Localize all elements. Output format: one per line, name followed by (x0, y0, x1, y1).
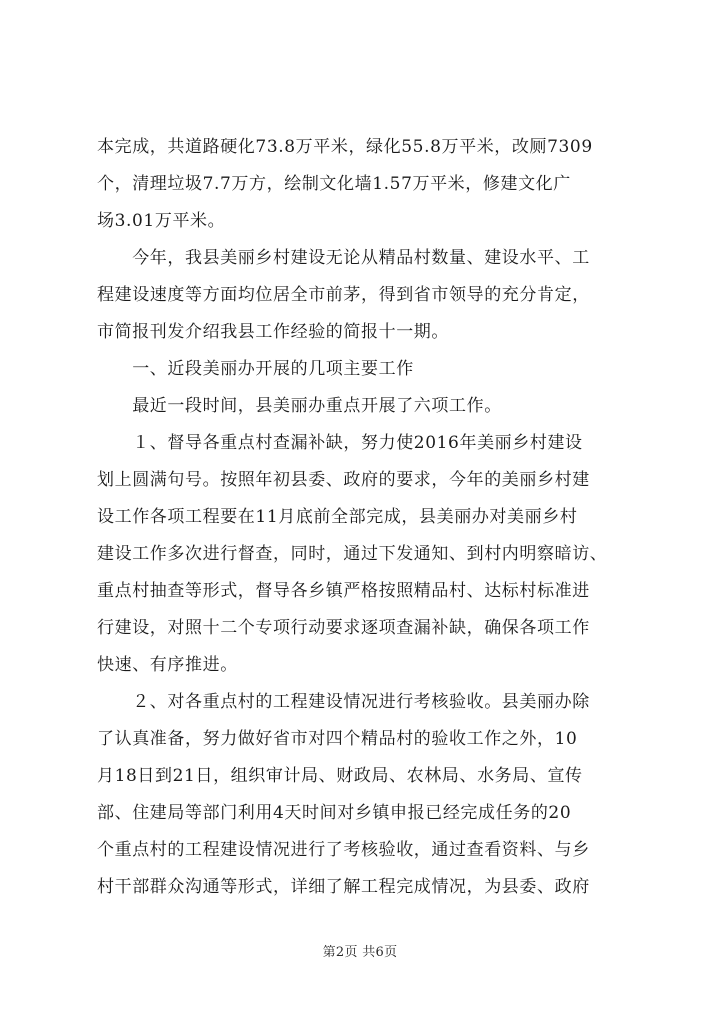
text-line: 快速、有序推进。 (97, 655, 238, 675)
text-line: 部、住建局等部门利用4天时间对乡镇申报已经完成任务的20 (97, 803, 572, 823)
text-line: 月18日到21日，组织审计局、财政局、农林局、水务局、宣传 (97, 766, 583, 786)
text-line: 本完成，共道路硬化73.8万平米，绿化55.8万平米，改厕7309 (97, 137, 593, 157)
text-line: ２、对各重点村的工程建设情况进行考核验收。县美丽办除 (97, 692, 590, 712)
text-line: 了认真准备，努力做好省市对四个精品村的验收工作之外，10 (97, 729, 578, 749)
text-line: 今年，我县美丽乡村建设无论从精品村数量、建设水平、工 (97, 248, 590, 268)
text-line: 行建设，对照十二个专项行动要求逐项查漏补缺，确保各项工作 (97, 618, 590, 638)
text-line: 建设工作多次进行督查，同时，通过下发通知、到村内明察暗访、 (97, 544, 608, 564)
text-line: 市简报刊发介绍我县工作经验的简报十一期。 (97, 322, 449, 342)
text-line: １、督导各重点村查漏补缺，努力使2016年美丽乡村建设 (97, 433, 583, 453)
text-line: 设工作各项工程要在11月底前全部完成，县美丽办对美丽乡村 (97, 507, 578, 527)
text-line: 最近一段时间，县美丽办重点开展了六项工作。 (97, 396, 502, 416)
text-line: 场3.01万平米。 (97, 211, 226, 231)
text-line: 重点村抽查等形式，督导各乡镇严格按照精品村、达标村标准进 (97, 581, 590, 601)
document-body (97, 129, 637, 906)
text-line: 村干部群众沟通等形式，详细了解工程完成情况，为县委、政府 (97, 877, 590, 897)
text-line: 划上圆满句号。按照年初县委、政府的要求，今年的美丽乡村建 (97, 470, 590, 490)
text-line: 程建设速度等方面均位居全市前茅，得到省市领导的充分肯定， (97, 285, 590, 305)
page-number-footer: 第2页 共6页 (322, 945, 398, 960)
text-line: 个重点村的工程建设情况进行了考核验收，通过查看资料、与乡 (97, 840, 590, 860)
section-heading: 一、近段美丽办开展的几项主要工作 (97, 359, 414, 379)
text-line: 个，清理垃圾7.7万方，绘制文化墙1.57万平米，修建文化广 (97, 174, 571, 194)
